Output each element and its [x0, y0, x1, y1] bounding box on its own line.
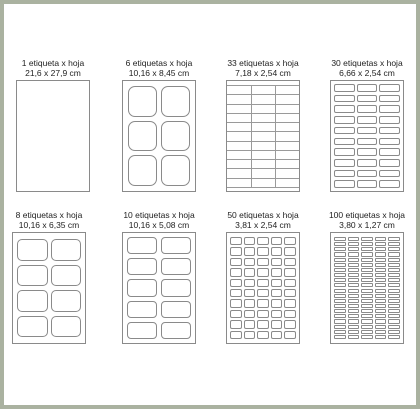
label-slot	[361, 278, 373, 282]
label-slot	[334, 252, 346, 256]
label-slot	[244, 289, 256, 297]
sheet-size: 3,80 x 1,27 cm	[339, 220, 395, 230]
label-slot	[230, 299, 242, 307]
label-slot	[17, 265, 48, 287]
label-slot	[17, 316, 48, 338]
label-slot	[361, 319, 373, 323]
label-slot	[257, 237, 269, 245]
label-slot	[348, 309, 360, 313]
label-slot	[379, 170, 400, 178]
label-slot	[357, 180, 378, 188]
label-slot	[388, 314, 400, 318]
sheet-preview	[16, 80, 90, 192]
label-divider	[227, 141, 299, 142]
label-divider	[251, 85, 252, 187]
label-slot	[388, 294, 400, 298]
sheet-card-4	[322, 58, 412, 198]
label-slot	[375, 252, 387, 256]
label-divider	[227, 168, 299, 169]
label-slot	[334, 247, 346, 251]
label-slot	[334, 258, 346, 262]
sheet-title: 100 etiquetas x hoja	[328, 210, 406, 220]
label-slot	[127, 258, 157, 275]
sheet-size: 3,81 x 2,54 cm	[235, 220, 291, 230]
label-formats-panel	[4, 4, 416, 405]
label-divider	[227, 94, 299, 95]
sheet-title: 1 etiqueta x hoja	[21, 58, 85, 68]
label-slot	[244, 331, 256, 339]
sheet-title: 6 etiquetas x hoja	[125, 58, 193, 68]
label-slot	[271, 299, 283, 307]
sheet-size: 6,66 x 2,54 cm	[339, 68, 395, 78]
label-slot	[379, 138, 400, 146]
label-slot	[128, 155, 157, 186]
label-divider	[227, 187, 299, 188]
sheet-size: 7,18 x 2,54 cm	[235, 68, 291, 78]
label-slot	[375, 263, 387, 267]
sheet-card-6	[114, 210, 204, 350]
label-slot	[257, 247, 269, 255]
label-slot	[334, 309, 346, 313]
sheet-title: 33 etiquetas x hoja	[227, 58, 299, 68]
label-slot	[230, 310, 242, 318]
label-slot	[257, 268, 269, 276]
label-slot	[257, 320, 269, 328]
sheet-title: 30 etiquetas x hoja	[331, 58, 403, 68]
label-slot	[334, 268, 346, 272]
label-slot	[357, 148, 378, 156]
label-slot	[379, 180, 400, 188]
label-slot	[334, 263, 346, 267]
label-slot	[375, 242, 387, 246]
label-slot	[361, 314, 373, 318]
label-slot	[271, 320, 283, 328]
label-slot	[388, 304, 400, 308]
label-slot	[375, 314, 387, 318]
label-slot	[257, 289, 269, 297]
label-slot	[334, 283, 346, 287]
label-slot	[271, 268, 283, 276]
sheet-card-5	[4, 210, 94, 350]
label-slot	[348, 273, 360, 277]
label-slot	[334, 289, 346, 293]
sheet-card-8	[322, 210, 412, 350]
label-slot	[379, 148, 400, 156]
sheet-title: 50 etiquetas x hoja	[227, 210, 299, 220]
label-slot	[334, 116, 355, 124]
sheet-preview	[122, 80, 196, 192]
label-slot	[334, 159, 355, 167]
label-slot	[361, 309, 373, 313]
label-slot	[388, 309, 400, 313]
sheet-size: 21,6 x 27,9 cm	[25, 68, 81, 78]
label-slot	[284, 320, 296, 328]
label-slot	[375, 335, 387, 339]
label-slot	[375, 268, 387, 272]
label-slot	[17, 290, 48, 312]
label-slot	[334, 294, 346, 298]
label-slot	[361, 252, 373, 256]
label-slot	[375, 237, 387, 241]
label-slot	[284, 289, 296, 297]
sheet-size: 10,16 x 8,45 cm	[128, 68, 190, 78]
label-slot	[361, 299, 373, 303]
label-slot	[51, 265, 82, 287]
label-slot	[334, 299, 346, 303]
label-slot	[361, 330, 373, 334]
label-slot	[357, 127, 378, 135]
label-slot	[161, 121, 190, 152]
label-slot	[161, 322, 191, 339]
label-slot	[230, 237, 242, 245]
sheet-preview	[330, 80, 404, 192]
label-slot	[334, 105, 355, 113]
label-slot	[51, 239, 82, 261]
label-slot	[334, 237, 346, 241]
label-slot	[361, 325, 373, 329]
label-slot	[357, 105, 378, 113]
label-slot	[361, 268, 373, 272]
label-slot	[388, 237, 400, 241]
label-divider	[275, 85, 276, 187]
sheet-card-2	[116, 58, 202, 198]
label-slot	[334, 148, 355, 156]
label-slot	[357, 116, 378, 124]
label-slot	[230, 279, 242, 287]
label-slot	[375, 283, 387, 287]
label-slot	[271, 258, 283, 266]
label-slot	[230, 289, 242, 297]
label-slot	[257, 310, 269, 318]
label-slot	[161, 258, 191, 275]
sheet-size: 10,16 x 5,08 cm	[128, 220, 190, 230]
label-slot	[357, 159, 378, 167]
label-slot	[348, 247, 360, 251]
label-slot	[388, 268, 400, 272]
label-slot	[334, 304, 346, 308]
label-slot	[361, 283, 373, 287]
label-slot	[230, 258, 242, 266]
label-slot	[388, 319, 400, 323]
label-slot	[284, 279, 296, 287]
label-slot	[379, 84, 400, 92]
label-slot	[348, 258, 360, 262]
label-divider	[227, 104, 299, 105]
label-slot	[375, 309, 387, 313]
label-slot	[375, 247, 387, 251]
sheet-card-1	[12, 58, 94, 198]
label-slot	[334, 325, 346, 329]
label-slot	[388, 273, 400, 277]
sheet-preview	[12, 232, 86, 344]
label-slot	[388, 258, 400, 262]
label-slot	[161, 301, 191, 318]
label-slot	[244, 310, 256, 318]
label-slot	[348, 237, 360, 241]
label-divider	[227, 85, 299, 86]
label-slot	[375, 273, 387, 277]
label-slot	[348, 252, 360, 256]
label-slot	[284, 268, 296, 276]
label-slot	[388, 263, 400, 267]
sheet-size: 10,16 x 6,35 cm	[18, 220, 80, 230]
label-slot	[388, 299, 400, 303]
sheet-preview	[122, 232, 196, 344]
label-slot	[361, 273, 373, 277]
label-slot	[284, 237, 296, 245]
label-slot	[348, 289, 360, 293]
label-slot	[379, 95, 400, 103]
label-slot	[271, 289, 283, 297]
label-slot	[361, 237, 373, 241]
sheet-card-7	[218, 210, 308, 350]
label-slot	[348, 314, 360, 318]
label-slot	[388, 330, 400, 334]
label-slot	[348, 319, 360, 323]
label-slot	[348, 263, 360, 267]
label-slot	[348, 325, 360, 329]
label-slot	[244, 320, 256, 328]
label-slot	[334, 95, 355, 103]
label-slot	[284, 299, 296, 307]
label-slot	[128, 121, 157, 152]
label-slot	[128, 86, 157, 117]
label-slot	[127, 237, 157, 254]
label-slot	[361, 294, 373, 298]
sheet-preview	[226, 232, 300, 344]
label-slot	[388, 325, 400, 329]
label-slot	[127, 322, 157, 339]
sheet-title: 8 etiquetas x hoja	[15, 210, 83, 220]
label-slot	[244, 237, 256, 245]
label-slot	[334, 138, 355, 146]
label-slot	[257, 331, 269, 339]
label-slot	[375, 330, 387, 334]
label-slot	[375, 325, 387, 329]
label-slot	[348, 278, 360, 282]
label-slot	[375, 278, 387, 282]
label-slot	[334, 170, 355, 178]
label-divider	[227, 122, 299, 123]
label-slot	[244, 247, 256, 255]
label-divider	[227, 178, 299, 179]
label-slot	[17, 239, 48, 261]
label-slot	[334, 242, 346, 246]
label-slot	[284, 310, 296, 318]
label-slot	[348, 330, 360, 334]
label-slot	[334, 273, 346, 277]
label-slot	[357, 84, 378, 92]
label-slot	[348, 304, 360, 308]
label-slot	[388, 242, 400, 246]
label-slot	[348, 335, 360, 339]
label-slot	[379, 159, 400, 167]
label-slot	[334, 330, 346, 334]
label-slot	[244, 258, 256, 266]
label-slot	[348, 268, 360, 272]
label-slot	[334, 319, 346, 323]
label-slot	[388, 278, 400, 282]
label-divider	[227, 113, 299, 114]
label-slot	[379, 127, 400, 135]
label-slot	[257, 279, 269, 287]
label-slot	[244, 299, 256, 307]
label-slot	[357, 95, 378, 103]
label-slot	[348, 242, 360, 246]
label-slot	[361, 304, 373, 308]
label-slot	[271, 310, 283, 318]
label-slot	[388, 252, 400, 256]
label-slot	[161, 155, 190, 186]
label-slot	[161, 86, 190, 117]
label-slot	[51, 316, 82, 338]
label-slot	[388, 335, 400, 339]
label-slot	[375, 289, 387, 293]
label-slot	[334, 180, 355, 188]
label-slot	[230, 331, 242, 339]
label-slot	[375, 258, 387, 262]
label-slot	[348, 299, 360, 303]
label-slot	[127, 279, 157, 296]
label-divider	[227, 131, 299, 132]
label-slot	[388, 283, 400, 287]
label-slot	[379, 105, 400, 113]
label-slot	[230, 320, 242, 328]
label-slot	[271, 331, 283, 339]
label-slot	[348, 283, 360, 287]
label-slot	[375, 319, 387, 323]
label-slot	[161, 279, 191, 296]
label-slot	[334, 84, 355, 92]
label-slot	[271, 247, 283, 255]
label-slot	[357, 138, 378, 146]
label-slot	[388, 289, 400, 293]
label-slot	[334, 278, 346, 282]
label-slot	[361, 242, 373, 246]
sheet-preview	[226, 80, 300, 192]
label-slot	[361, 335, 373, 339]
label-slot	[334, 335, 346, 339]
sheet-preview	[330, 232, 404, 344]
label-slot	[375, 294, 387, 298]
label-slot	[348, 294, 360, 298]
label-slot	[375, 299, 387, 303]
label-slot	[361, 263, 373, 267]
label-slot	[230, 268, 242, 276]
label-slot	[379, 116, 400, 124]
label-slot	[388, 247, 400, 251]
label-slot	[375, 304, 387, 308]
label-slot	[334, 127, 355, 135]
label-slot	[361, 258, 373, 262]
label-slot	[284, 258, 296, 266]
label-divider	[227, 159, 299, 160]
label-slot	[271, 279, 283, 287]
label-slot	[284, 331, 296, 339]
label-slot	[127, 301, 157, 318]
label-slot	[51, 290, 82, 312]
label-slot	[244, 279, 256, 287]
sheet-title: 10 etiquetas x hoja	[123, 210, 195, 220]
label-slot	[361, 289, 373, 293]
sheet-card-3	[218, 58, 308, 198]
label-slot	[257, 299, 269, 307]
label-slot	[257, 258, 269, 266]
label-slot	[357, 170, 378, 178]
label-slot	[361, 247, 373, 251]
label-slot	[334, 314, 346, 318]
label-slot	[271, 237, 283, 245]
label-slot	[230, 247, 242, 255]
label-divider	[227, 150, 299, 151]
label-slot	[284, 247, 296, 255]
label-slot	[161, 237, 191, 254]
label-slot	[244, 268, 256, 276]
